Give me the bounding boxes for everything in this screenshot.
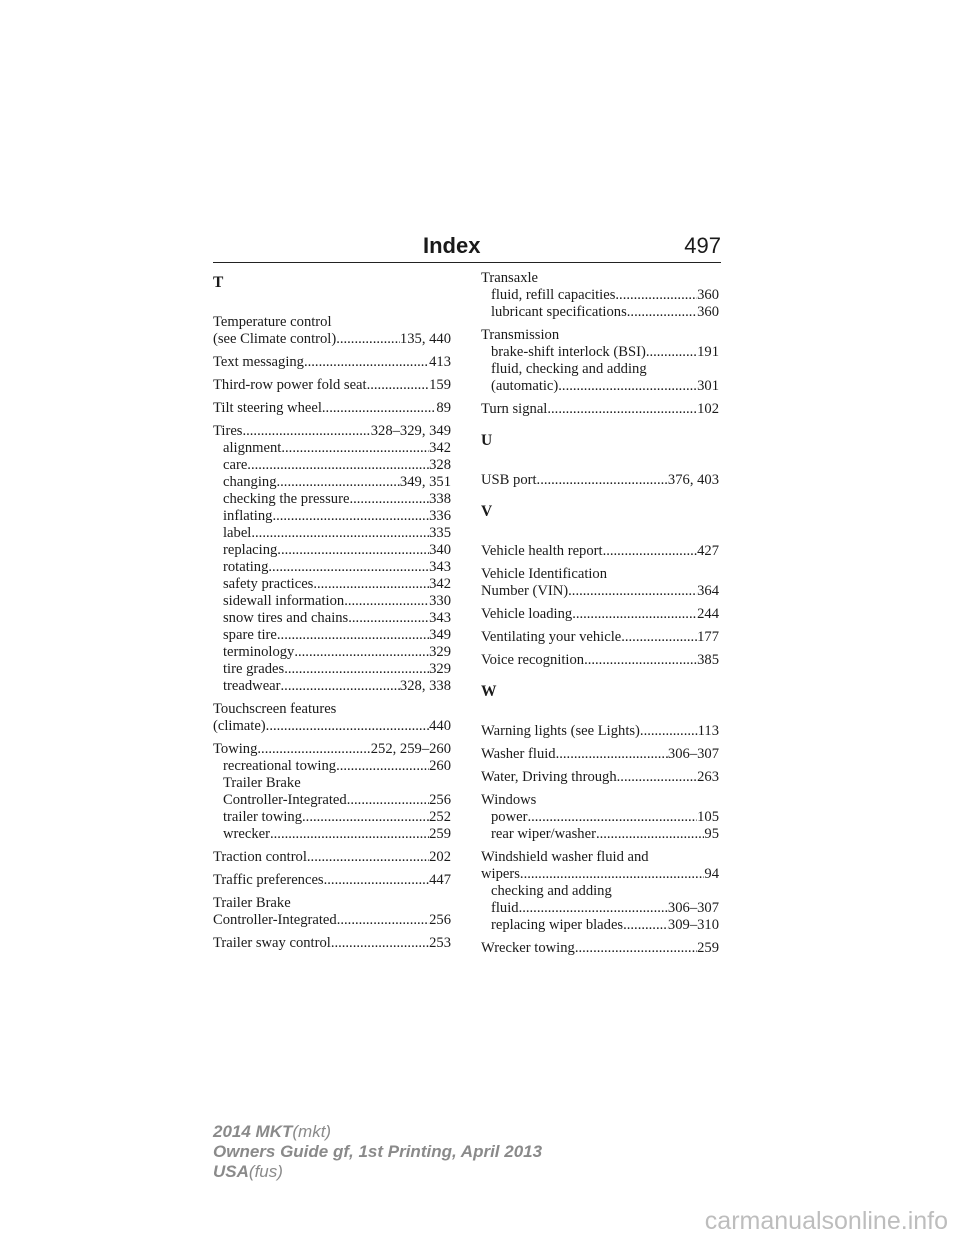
index-entry-line bbox=[213, 872, 451, 889]
page-reference: 191 bbox=[697, 344, 719, 360]
page-reference: 427 bbox=[697, 543, 719, 559]
page-reference: 202 bbox=[429, 849, 451, 865]
page-reference: 256 bbox=[429, 792, 451, 808]
dot-leader bbox=[627, 304, 697, 321]
index-entry bbox=[213, 849, 451, 866]
page-reference: 413 bbox=[429, 354, 451, 370]
entry-text: fluid, checking and adding bbox=[491, 361, 647, 377]
page-reference: 360 bbox=[697, 304, 719, 320]
dot-leader bbox=[527, 809, 697, 826]
entry-text: (automatic) bbox=[491, 378, 559, 394]
index-subentry-line bbox=[213, 809, 451, 826]
dot-leader bbox=[302, 809, 429, 826]
entry-text: lubricant specifications bbox=[491, 304, 627, 320]
page-reference: 306–307 bbox=[667, 746, 719, 762]
index-entry-line bbox=[213, 741, 451, 758]
page-reference: 328 bbox=[429, 457, 451, 473]
entry-text: Vehicle Identification bbox=[481, 566, 608, 582]
page-reference: 328–329, 349 bbox=[370, 423, 451, 439]
index-subentry-line bbox=[481, 883, 719, 900]
page-reference: 159 bbox=[429, 377, 451, 393]
page-reference: 440 bbox=[429, 718, 451, 734]
entry-text: recreational towing bbox=[223, 758, 337, 774]
entry-text: sidewall information bbox=[223, 593, 345, 609]
page-reference: 329 bbox=[429, 661, 451, 677]
dot-leader bbox=[266, 718, 429, 735]
index-entry bbox=[213, 377, 451, 394]
index-entry bbox=[481, 543, 719, 560]
page-reference: 244 bbox=[697, 606, 719, 622]
dot-leader bbox=[603, 543, 698, 560]
index-entry bbox=[213, 872, 451, 889]
index-subentry-line bbox=[213, 826, 451, 843]
index-entry bbox=[481, 792, 719, 843]
entry-text: Text messaging bbox=[213, 354, 304, 370]
index-entry-line bbox=[481, 566, 719, 583]
page-reference: 113 bbox=[697, 723, 719, 739]
entry-text: Controller-Integrated bbox=[213, 912, 337, 928]
index-subentry-line bbox=[213, 440, 451, 457]
dot-leader bbox=[537, 472, 668, 489]
entry-text: Tilt steering wheel bbox=[213, 400, 322, 416]
index-entry-line bbox=[213, 935, 451, 952]
entry-text: Number (VIN) bbox=[481, 583, 569, 599]
entry-text: replacing bbox=[223, 542, 278, 558]
page-reference: 135, 440 bbox=[399, 331, 451, 347]
index-subentry-line bbox=[481, 287, 719, 304]
index-entry bbox=[213, 741, 451, 843]
index-entry-line bbox=[213, 423, 451, 440]
footer-line-2: Owners Guide gf, 1st Printing, April 2013 bbox=[213, 1142, 543, 1161]
dot-leader bbox=[251, 525, 429, 542]
entry-text: wipers bbox=[481, 866, 520, 882]
page-header bbox=[213, 232, 721, 263]
index-letter-v: V bbox=[481, 503, 493, 520]
dot-leader bbox=[257, 741, 370, 758]
index-entry-line bbox=[213, 895, 451, 912]
page-reference: 338 bbox=[429, 491, 451, 507]
entry-text: Transaxle bbox=[481, 270, 539, 286]
dot-leader bbox=[336, 758, 429, 775]
index-entry-line bbox=[213, 718, 451, 735]
dot-leader bbox=[596, 826, 704, 843]
page-reference: 259 bbox=[697, 940, 719, 956]
entry-text: changing bbox=[223, 474, 277, 490]
dot-leader bbox=[568, 583, 697, 600]
index-entry bbox=[481, 401, 719, 418]
entry-text: Tires bbox=[213, 423, 243, 439]
index-entry-line bbox=[481, 472, 719, 489]
index-entry-line bbox=[481, 270, 719, 287]
entry-text: treadwear bbox=[223, 678, 281, 694]
index-entry-line bbox=[481, 606, 719, 623]
entry-text: Traffic preferences bbox=[213, 872, 324, 888]
index-subentry-line bbox=[213, 627, 451, 644]
index-subentry-line bbox=[213, 576, 451, 593]
index-entry-line bbox=[213, 849, 451, 866]
page-reference: 343 bbox=[429, 610, 451, 626]
page-reference: 342 bbox=[429, 576, 451, 592]
entry-text: care bbox=[223, 457, 248, 473]
page-reference: 260 bbox=[429, 758, 451, 774]
entry-text: Windows bbox=[481, 792, 537, 808]
page-reference: 253 bbox=[429, 935, 451, 951]
index-entry-line bbox=[481, 769, 719, 786]
index-entry-line bbox=[213, 701, 451, 718]
dot-leader bbox=[268, 559, 429, 576]
page-reference: 328, 338 bbox=[399, 678, 451, 694]
entry-text: rear wiper/washer bbox=[491, 826, 596, 842]
index-entry-line bbox=[213, 400, 451, 417]
index-entry bbox=[481, 270, 719, 321]
entry-text: Windshield washer fluid and bbox=[481, 849, 649, 865]
dot-leader bbox=[623, 917, 668, 934]
index-entry-line bbox=[481, 583, 719, 600]
page-reference: 342 bbox=[429, 440, 451, 456]
entry-text: Turn signal bbox=[481, 401, 548, 417]
page-reference: 95 bbox=[704, 826, 719, 842]
index-entry-line bbox=[481, 327, 719, 344]
page-reference: 329 bbox=[429, 644, 451, 660]
dot-leader bbox=[281, 678, 400, 695]
dot-leader bbox=[281, 440, 429, 457]
index-entry-line bbox=[481, 866, 719, 883]
index-letter-w: W bbox=[481, 683, 497, 700]
index-subentry-line bbox=[481, 917, 719, 934]
index-subentry-line bbox=[481, 344, 719, 361]
entry-text: tire grades bbox=[223, 661, 285, 677]
index-entry-line bbox=[213, 314, 451, 331]
index-entry-line bbox=[481, 940, 719, 957]
dot-leader bbox=[331, 935, 429, 952]
page-reference: 343 bbox=[429, 559, 451, 575]
entry-text: Washer fluid bbox=[481, 746, 556, 762]
index-subentry-line bbox=[481, 809, 719, 826]
entry-text: Touchscreen features bbox=[213, 701, 337, 717]
index-column-right bbox=[481, 270, 719, 963]
page-reference: 335 bbox=[429, 525, 451, 541]
entry-text: brake-shift interlock (BSI) bbox=[491, 344, 646, 360]
page-reference: 330 bbox=[429, 593, 451, 609]
index-subentry-line bbox=[213, 542, 451, 559]
entry-text: Water, Driving through bbox=[481, 769, 617, 785]
page-reference: 385 bbox=[697, 652, 719, 668]
page-reference: 252 bbox=[429, 809, 451, 825]
page-reference: 336 bbox=[429, 508, 451, 524]
index-entry bbox=[481, 629, 719, 646]
index-entry-line bbox=[213, 331, 451, 348]
index-subentry-line bbox=[481, 826, 719, 843]
index-entry bbox=[213, 423, 451, 695]
index-entry bbox=[481, 940, 719, 957]
dot-leader bbox=[336, 331, 400, 348]
entry-text: checking and adding bbox=[491, 883, 612, 899]
page-reference: 89 bbox=[436, 400, 451, 416]
page-reference: 349 bbox=[429, 627, 451, 643]
page-reference: 259 bbox=[429, 826, 451, 842]
footer bbox=[213, 1122, 542, 1182]
index-subentry-line bbox=[213, 644, 451, 661]
dot-leader bbox=[277, 542, 429, 559]
entry-text: wrecker bbox=[223, 826, 270, 842]
dot-leader bbox=[242, 423, 370, 440]
index-subentry-line bbox=[213, 525, 451, 542]
entry-text: snow tires and chains bbox=[223, 610, 349, 626]
index-subentry-line bbox=[213, 610, 451, 627]
index-entry bbox=[481, 566, 719, 600]
page-reference: 360 bbox=[697, 287, 719, 303]
index-entry-line bbox=[481, 543, 719, 560]
index-column-left bbox=[213, 270, 451, 958]
entry-text: Voice recognition bbox=[481, 652, 585, 668]
entry-text: Vehicle loading bbox=[481, 606, 573, 622]
index-entry bbox=[481, 746, 719, 763]
entry-text: USB port bbox=[481, 472, 537, 488]
page-reference: 177 bbox=[697, 629, 719, 645]
dot-leader bbox=[584, 652, 697, 669]
index-entry-line bbox=[481, 652, 719, 669]
entry-text: Ventilating your vehicle bbox=[481, 629, 622, 645]
page-reference: 309–310 bbox=[667, 917, 719, 933]
page-number: 497 bbox=[684, 233, 721, 258]
dot-leader bbox=[617, 769, 697, 786]
index-entry bbox=[481, 606, 719, 623]
index-letter-t: T bbox=[213, 274, 224, 291]
dot-leader bbox=[348, 610, 429, 627]
index-entry bbox=[481, 723, 719, 740]
entry-text: rotating bbox=[223, 559, 269, 575]
dot-leader bbox=[640, 723, 698, 740]
index-entry-line bbox=[481, 629, 719, 646]
dot-leader bbox=[344, 593, 429, 610]
dot-leader bbox=[572, 606, 697, 623]
entry-text: label bbox=[223, 525, 252, 541]
index-entry-line bbox=[481, 849, 719, 866]
dot-leader bbox=[547, 401, 697, 418]
entry-text: trailer towing bbox=[223, 809, 303, 825]
index-entry bbox=[213, 895, 451, 929]
index-entry bbox=[213, 354, 451, 371]
index-entry bbox=[213, 400, 451, 417]
index-subentry-line bbox=[213, 559, 451, 576]
entry-text: (climate) bbox=[213, 718, 266, 734]
dot-leader bbox=[575, 940, 697, 957]
index-entry-line bbox=[213, 377, 451, 394]
dot-leader bbox=[349, 491, 429, 508]
entry-text: fluid bbox=[491, 900, 519, 916]
entry-text: alignment bbox=[223, 440, 282, 456]
index-subentry-line bbox=[481, 304, 719, 321]
watermark: carmanualsonline.info bbox=[704, 1207, 948, 1235]
index-subentry-line bbox=[213, 758, 451, 775]
index-subentry-line bbox=[213, 474, 451, 491]
entry-text: Transmission bbox=[481, 327, 560, 343]
index-subentry-line bbox=[213, 457, 451, 474]
dot-leader bbox=[322, 400, 437, 417]
entry-text: Temperature control bbox=[213, 314, 332, 330]
entry-text: replacing wiper blades bbox=[491, 917, 624, 933]
index-subentry-line bbox=[213, 508, 451, 525]
footer-line-3: USA(fus) bbox=[213, 1162, 283, 1181]
index-subentry-line bbox=[213, 792, 451, 809]
index-subentry-line bbox=[213, 491, 451, 508]
entry-text: (see Climate control) bbox=[213, 331, 337, 347]
dot-leader bbox=[277, 627, 429, 644]
dot-leader bbox=[519, 900, 668, 917]
page-reference: 256 bbox=[429, 912, 451, 928]
page-reference: 376, 403 bbox=[667, 472, 719, 488]
index-subentry-line bbox=[481, 361, 719, 378]
index-entry bbox=[481, 849, 719, 934]
entry-text: Trailer Brake bbox=[223, 775, 301, 791]
index-entry bbox=[213, 935, 451, 952]
index-entry-line bbox=[481, 746, 719, 763]
page-reference: 306–307 bbox=[667, 900, 719, 916]
entry-text: Third-row power fold seat bbox=[213, 377, 367, 393]
index-subentry-line bbox=[213, 678, 451, 695]
dot-leader bbox=[272, 508, 429, 525]
index-subentry-line bbox=[213, 593, 451, 610]
page-reference: 102 bbox=[697, 401, 719, 417]
entry-text: power bbox=[491, 809, 528, 825]
dot-leader bbox=[307, 849, 429, 866]
index-entry-line bbox=[481, 792, 719, 809]
index-subentry-line bbox=[213, 661, 451, 678]
entry-text: Controller-Integrated bbox=[223, 792, 347, 808]
index-entry bbox=[481, 327, 719, 395]
dot-leader bbox=[558, 378, 697, 395]
dot-leader bbox=[367, 377, 430, 394]
index-entry bbox=[213, 314, 451, 348]
dot-leader bbox=[304, 354, 429, 371]
dot-leader bbox=[337, 912, 429, 929]
entry-text: Warning lights (see Lights) bbox=[481, 723, 640, 739]
page-title: Index bbox=[423, 233, 481, 258]
dot-leader bbox=[277, 474, 400, 491]
entry-text: Trailer sway control bbox=[213, 935, 331, 951]
entry-text: checking the pressure bbox=[223, 491, 350, 507]
page-reference: 349, 351 bbox=[399, 474, 451, 490]
dot-leader bbox=[270, 826, 429, 843]
dot-leader bbox=[556, 746, 668, 763]
index-letter-u: U bbox=[481, 432, 493, 449]
dot-leader bbox=[324, 872, 429, 889]
entry-text: terminology bbox=[223, 644, 295, 660]
entry-text: safety practices bbox=[223, 576, 314, 592]
index-entry bbox=[481, 652, 719, 669]
entry-text: Vehicle health report bbox=[481, 543, 603, 559]
index-entry bbox=[481, 769, 719, 786]
entry-text: spare tire bbox=[223, 627, 277, 643]
entry-text: Trailer Brake bbox=[213, 895, 291, 911]
page-reference: 105 bbox=[697, 809, 719, 825]
entry-text: Wrecker towing bbox=[481, 940, 575, 956]
dot-leader bbox=[284, 661, 429, 678]
entry-text: Traction control bbox=[213, 849, 307, 865]
entry-text: inflating bbox=[223, 508, 273, 524]
page-reference: 252, 259–260 bbox=[370, 741, 451, 757]
dot-leader bbox=[247, 457, 429, 474]
index-entry-line bbox=[481, 401, 719, 418]
page-reference: 301 bbox=[697, 378, 719, 394]
page-reference: 340 bbox=[429, 542, 451, 558]
dot-leader bbox=[520, 866, 704, 883]
entry-text: Towing bbox=[213, 741, 258, 757]
page-reference: 263 bbox=[697, 769, 719, 785]
dot-leader bbox=[615, 287, 697, 304]
dot-leader bbox=[294, 644, 429, 661]
index-entry-line bbox=[213, 354, 451, 371]
index-entry bbox=[481, 472, 719, 489]
dot-leader bbox=[621, 629, 697, 646]
dot-leader bbox=[646, 344, 697, 361]
footer-line-1: 2014 MKT(mkt) bbox=[213, 1122, 332, 1141]
index-subentry-line bbox=[481, 378, 719, 395]
dot-leader bbox=[347, 792, 429, 809]
page-reference: 447 bbox=[429, 872, 451, 888]
page-reference: 94 bbox=[704, 866, 719, 882]
index-entry-line bbox=[213, 912, 451, 929]
index-subentry-line bbox=[481, 900, 719, 917]
dot-leader bbox=[313, 576, 429, 593]
index-entry-line bbox=[481, 723, 719, 740]
index-subentry-line bbox=[213, 775, 451, 792]
page-reference: 364 bbox=[697, 583, 719, 599]
index-entry bbox=[213, 701, 451, 735]
entry-text: fluid, refill capacities bbox=[491, 287, 616, 303]
